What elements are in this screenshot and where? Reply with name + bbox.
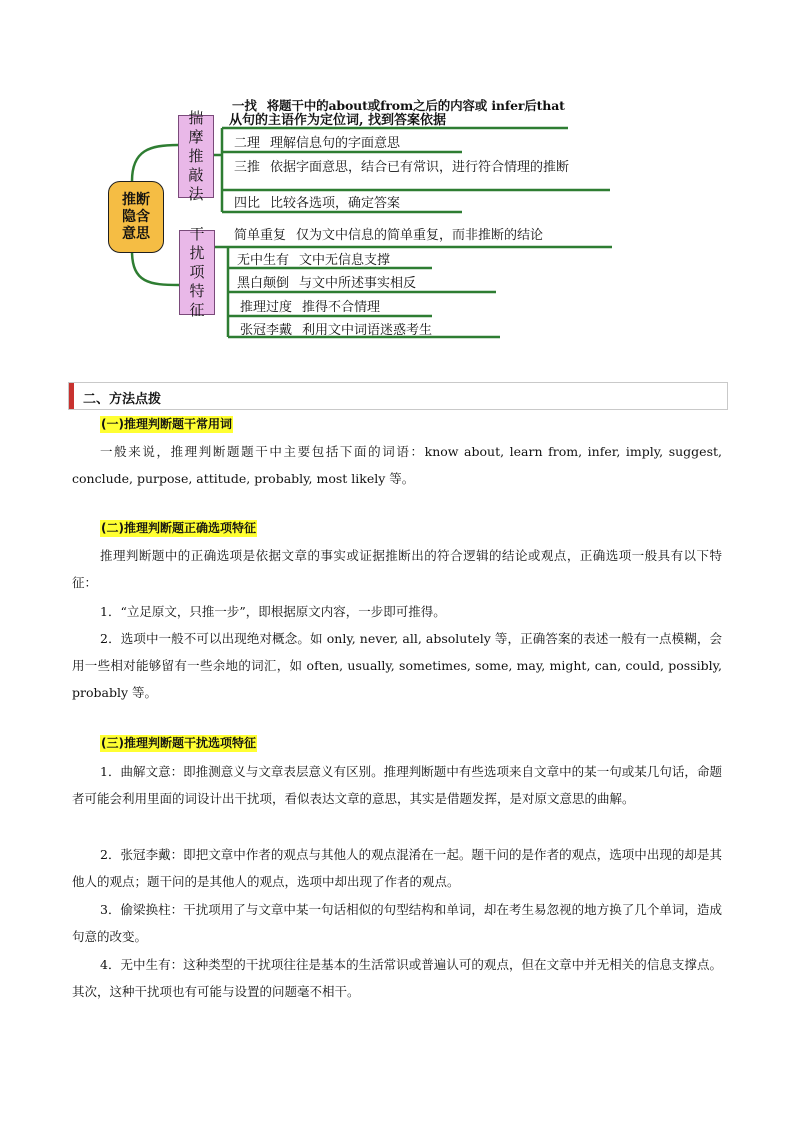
leaf-head: 二理 xyxy=(234,136,261,151)
mindmap-root-label: 推断隐含意思 xyxy=(122,191,150,242)
leaf-head: 张冠李戴 xyxy=(240,323,293,338)
leaf-text: 与文中所述事实相反 xyxy=(299,276,417,291)
mindmap-branch-label: 干扰项特征 xyxy=(189,225,205,319)
mindmap-root xyxy=(108,181,164,253)
leaf-text: 利用文中词语迷惑考生 xyxy=(302,323,433,338)
mindmap-leaf xyxy=(234,197,400,211)
section-heading-accent xyxy=(69,383,74,409)
paragraph: 一般来说，推理判断题题干中主要包括下面的词语：know about, learn from, infer, imply, suggest, conclude, purpose, attitude, probably, most likely 等。 xyxy=(72,444,722,486)
leaf-head: 推理过度 xyxy=(240,300,293,315)
mindmap-connectors xyxy=(0,0,794,360)
leaf-text: 依据字面意思，结合已有常识，进行符合情理的推断 xyxy=(270,160,570,175)
leaf-text: 推得不合情理 xyxy=(302,300,381,315)
leaf-text: 比较各选项，确定答案 xyxy=(270,196,401,211)
mindmap-branch-method xyxy=(178,109,214,203)
mindmap-branch-label: 揣摩推敲法 xyxy=(188,109,204,203)
mindmap-leaf xyxy=(234,137,400,151)
leaf-head: 三推 xyxy=(234,160,261,175)
mindmap-leaf xyxy=(232,99,565,113)
mindmap-leaf xyxy=(240,301,380,315)
paragraph: 1．“立足原文，只推一步”，即根据原文内容，一步即可推得。 xyxy=(100,604,446,619)
section-heading xyxy=(68,382,728,410)
section-title: 二、方法点拨 xyxy=(83,392,162,407)
mindmap-leaf xyxy=(237,277,416,291)
leaf-text: 理解信息句的字面意思 xyxy=(270,136,401,151)
leaf-text: 文中无信息支撑 xyxy=(299,253,391,268)
leaf-head: 无中生有 xyxy=(237,253,290,268)
paragraph: 推理判断题中的正确选项是依据文章的事实或证据推断出的符合逻辑的结论或观点，正确选项一般具有以下特征： xyxy=(72,548,722,590)
leaf-head: 四比 xyxy=(234,196,261,211)
mindmap-branch-distractors xyxy=(179,225,215,319)
paragraph: 1．曲解文意：即推测意义与文章表层意义有区别。推理判断题中有些选项来自文章中的某一句或某几句话，命题者可能会利用里面的词设计出干扰项，看似表达文章的意思，其实是借题发挥，是对原文意思的曲解。 xyxy=(72,764,722,806)
mindmap-leaf xyxy=(234,161,624,175)
mindmap-leaf xyxy=(237,254,390,268)
leaf-head: 黑白颠倒 xyxy=(237,276,290,291)
paragraph: 4．无中生有：这种类型的干扰项往往是基本的生活常识或普遍认可的观点，但在文章中并无相关的信息支撑点。其次，这种干扰项也有可能与设置的问题毫不相干。 xyxy=(72,957,722,999)
paragraph: 3．偷梁换柱：干扰项用了与文章中某一句话相似的句型结构和单词，却在考生易忽视的地方换了几个单词，造成句意的改变。 xyxy=(72,902,722,944)
subsection-heading: (二)推理判断题正确选项特征 xyxy=(101,521,256,535)
mindmap-leaf: 从句的主语作为定位词, 找到答案依据 xyxy=(229,113,447,128)
paragraph: 2．选项中一般不可以出现绝对概念。如 only, never, all, absolutely 等，正确答案的表述一般有一点模糊，会用一些相对能够留有一些余地的词汇，如 often, usually, sometimes, some, may, might, can, could, possibly, probably 等。 xyxy=(72,631,722,700)
leaf-head: 一找 xyxy=(232,98,257,113)
subsection-heading: (一)推理判断题干常用词 xyxy=(101,417,232,431)
mindmap-leaf xyxy=(234,229,543,243)
paragraph: 2．张冠李戴：即把文章中作者的观点与其他人的观点混淆在一起。题干问的是作者的观点，选项中出现的却是其他人的观点；题干问的是其他人的观点，选项中却出现了作者的观点。 xyxy=(72,847,722,889)
leaf-text: 将题干中的about或from之后的内容或 infer后that xyxy=(266,98,565,113)
leaf-head: 简单重复 xyxy=(234,228,287,243)
subsection-heading: (三)推理判断题干扰选项特征 xyxy=(101,736,256,750)
mindmap-leaf xyxy=(240,324,432,338)
leaf-text: 仅为文中信息的简单重复，而非推断的结论 xyxy=(296,228,544,243)
